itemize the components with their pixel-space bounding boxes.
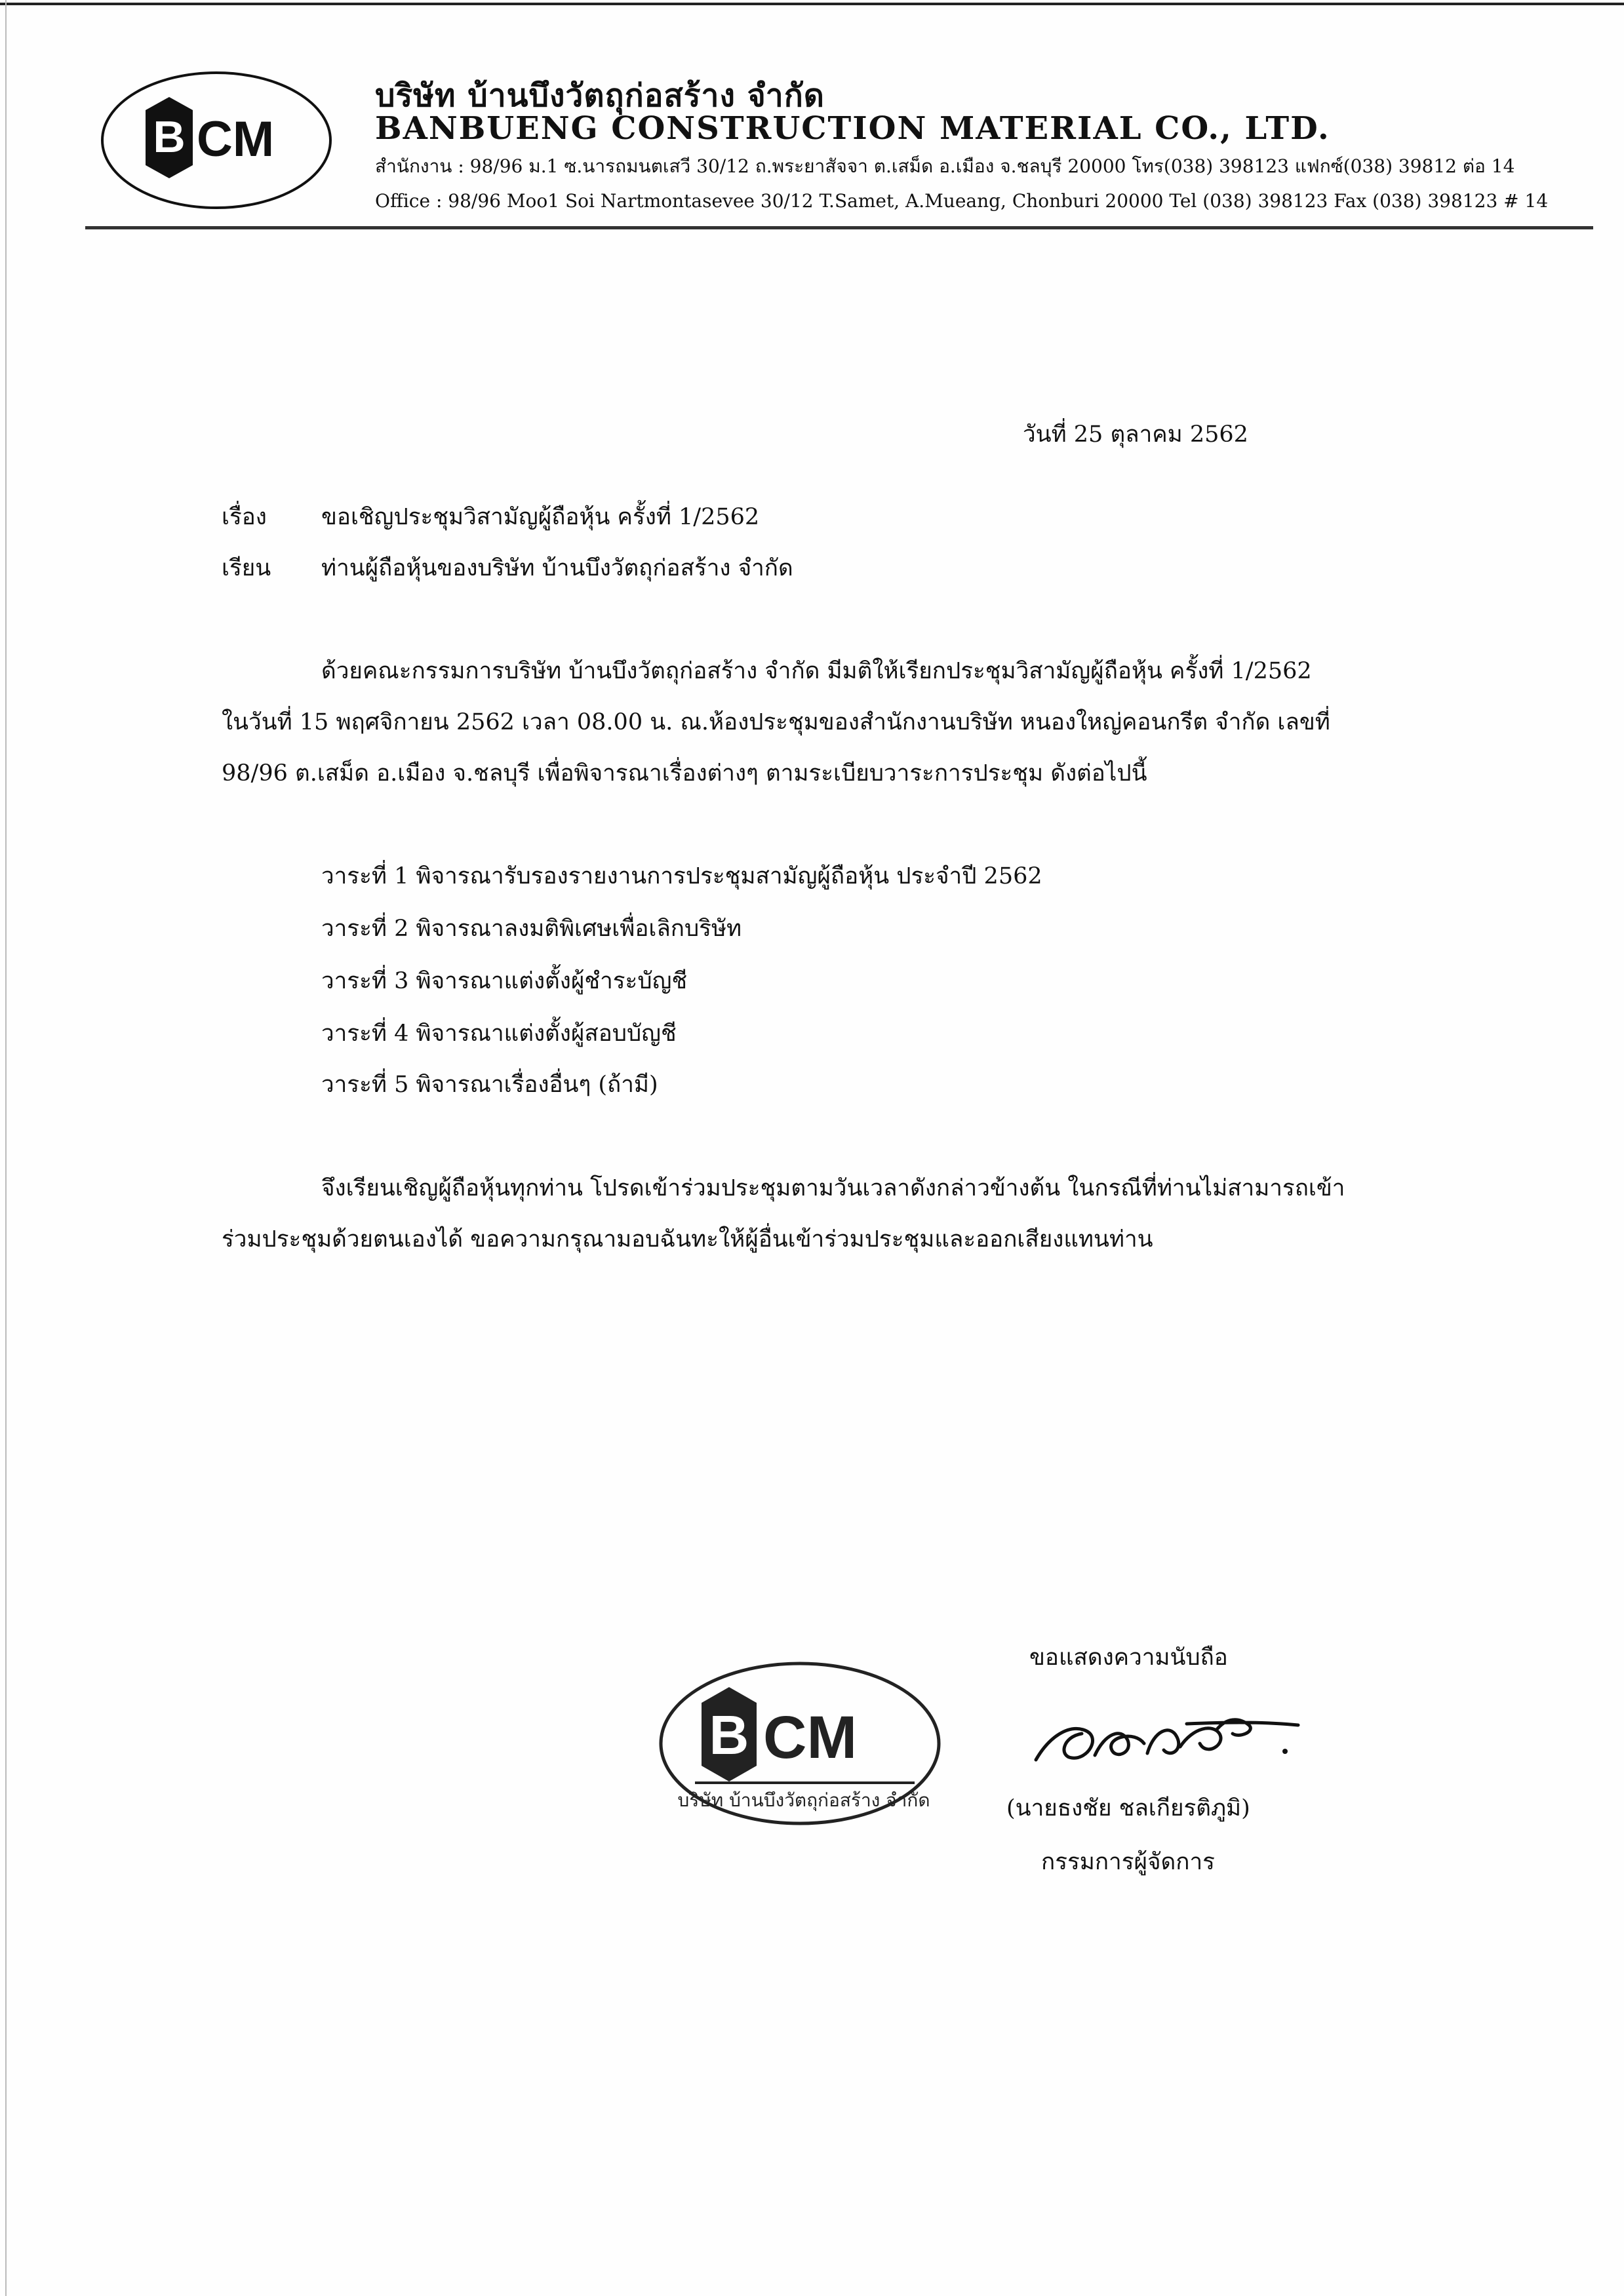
paragraph-line: จึงเรียนเชิญผู้ถือหุ้นทุกท่าน โปรดเข้าร่วมประชุมตามวันเวลาดังกล่าวข้างต้น ในกรณีที่ท่านไม่สามารถเข้า (321, 1175, 1345, 1201)
agenda-item: วาระที่ 3 พิจารณาแต่งตั้งผู้ชำระบัญชี (321, 968, 688, 994)
recipient-text: ท่านผู้ถือหุ้นของบริษัท บ้านบึงวัตถุก่อสร้าง จำกัด (321, 555, 793, 581)
scan-edge-left (5, 0, 7, 2296)
subject-label: เรื่อง (222, 504, 267, 530)
company-name-thai: บริษัท บ้านบึงวัตถุก่อสร้าง จำกัด (375, 77, 825, 114)
company-logo (98, 69, 334, 212)
logo-cm-text: CM (197, 111, 275, 167)
stamp-company-name: บริษัท บ้านบึงวัตถุก่อสร้าง จำกัด (677, 1789, 930, 1811)
stamp-b-text: B (709, 1704, 749, 1766)
company-stamp (656, 1658, 944, 1829)
paragraph-line: ในวันที่ 15 พฤศจิกายน 2562 เวลา 08.00 น. ณ.ห้องประชุมของสำนักงานบริษัท หนองใหญ่คอนกรีต จำกัด เลขที่ (222, 709, 1330, 735)
letter-date: วันที่ 25 ตุลาคม 2562 (1023, 421, 1248, 448)
subject-text: ขอเชิญประชุมวิสามัญผู้ถือหุ้น ครั้งที่ 1/2562 (321, 504, 760, 530)
stamp-cm-text: CM (763, 1704, 858, 1771)
paragraph-line: ร่วมประชุมด้วยตนเองได้ ขอความกรุณามอบฉันทะให้ผู้อื่นเข้าร่วมประชุมและออกเสียงแทนท่าน (222, 1226, 1153, 1253)
signer-name: (นายธงชัย ชลเกียรติภูมิ) (1006, 1795, 1250, 1821)
agenda-item: วาระที่ 5 พิจารณาเรื่องอื่นๆ (ถ้ามี) (321, 1072, 658, 1098)
agenda-item: วาระที่ 1 พิจารณารับรองรายงานการประชุมสามัญผู้ถือหุ้น ประจำปี 2562 (321, 863, 1042, 889)
paragraph-line: 98/96 ต.เสม็ด อ.เมือง จ.ชลบุรี เพื่อพิจารณาเรื่องต่างๆ ตามระเบียบวาระการประชุม ดังต่อไปนี้ (222, 760, 1147, 787)
header-divider (85, 226, 1593, 229)
address-english: Office : 98/96 Moo1 Soi Nartmontasevee 30/12 T.Samet, A.Mueang, Chonburi 20000 Tel (038) 398123 Fax (038) 398123 # 14 (375, 190, 1549, 212)
agenda-item: วาระที่ 4 พิจารณาแต่งตั้งผู้สอบบัญชี (321, 1021, 677, 1047)
signer-title: กรรมการผู้จัดการ (1041, 1849, 1215, 1875)
agenda-item: วาระที่ 2 พิจารณาลงมติพิเศษเพื่อเลิกบริษัท (321, 916, 742, 942)
scan-edge-top (0, 3, 1624, 5)
paragraph-line: ด้วยคณะกรรมการบริษัท บ้านบึงวัตถุก่อสร้าง จำกัด มีมติให้เรียกประชุมวิสามัญผู้ถือหุ้น ครั้งที่ 1/2562 (321, 658, 1312, 684)
address-thai: สำนักงาน : 98/96 ม.1 ซ.นารถมนตเสวี 30/12 ถ.พระยาสัจจา ต.เสม็ด อ.เมือง จ.ชลบุรี 20000 โทร(038) 398123 แฟกซ์(038) 39812 ต่อ 14 (375, 155, 1515, 177)
logo-b-text: B (153, 112, 186, 162)
recipient-label: เรียน (222, 555, 271, 581)
company-name-english: BANBUENG CONSTRUCTION MATERIAL CO., LTD. (375, 110, 1330, 147)
handwritten-signature (1023, 1698, 1311, 1776)
closing-salutation: ขอแสดงความนับถือ (1029, 1644, 1228, 1671)
